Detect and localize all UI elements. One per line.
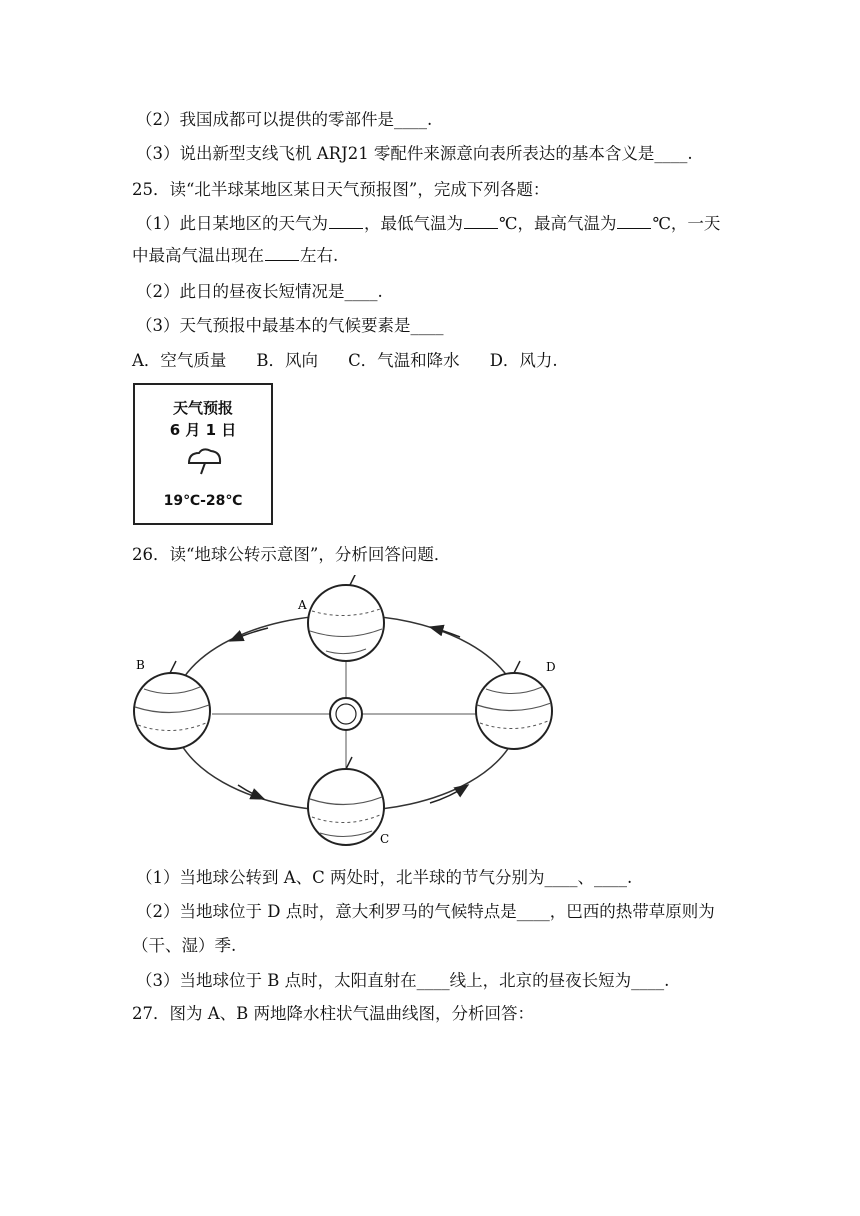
earth-position-d [476, 661, 552, 749]
earth-position-c [308, 757, 384, 845]
q25-options [132, 350, 588, 372]
q26-stem: 26．读“地球公转示意图”，分析回答问题． [132, 545, 451, 564]
q25-sub1-text-e: 中最高气温出现在 [132, 246, 264, 265]
earth-position-b [134, 661, 210, 749]
q25-sub2: （2）此日的昼夜长短情况是____. [136, 282, 383, 301]
answer-blank [617, 214, 651, 229]
q25-sub1-text-f: 左右. [300, 246, 339, 265]
forecast-date: 6 月 1 日 [169, 421, 237, 439]
answer-blank [464, 214, 498, 229]
q25-sub1-text-a: （1）此日某地区的天气为 [136, 214, 328, 233]
option-a: A．空气质量 [132, 351, 227, 370]
q25-sub1-text-d: ℃，一天 [652, 214, 721, 233]
label-a: A [298, 598, 307, 612]
q25-stem: 25．读“北半球某地区某日天气预报图”，完成下列各题： [132, 180, 550, 199]
earth-revolution-diagram [130, 575, 570, 850]
q26-sub2-line2: （干、湿）季. [132, 936, 237, 955]
q26-sub2-line1: （2）当地球位于 D 点时，意大利罗马的气候特点是____，巴西的热带草原则为 [136, 902, 715, 921]
label-c: C [380, 832, 390, 846]
forecast-temperature-range: 19℃-28℃ [163, 493, 243, 509]
label-b: B [136, 658, 145, 672]
q25-sub1-text-b: ，最低气温为 [364, 214, 463, 233]
direction-arrow [430, 627, 460, 637]
option-b: B．风向 [256, 351, 319, 370]
q24-sub3: （3）说出新型支线飞机 ARJ21 零配件来源意向表所表达的基本含义是____. [136, 144, 693, 163]
earth-position-a [308, 575, 384, 661]
direction-arrow [230, 628, 268, 641]
q26-sub1: （1）当地球公转到 A、C 两处时，北半球的节气分别为____、____. [136, 868, 633, 887]
forecast-title: 天气预报 [172, 399, 233, 417]
q27-stem: 27．图为 A、B 两地降水柱状气温曲线图，分析回答： [132, 1004, 535, 1023]
q25-sub1-text-c: ℃，最高气温为 [499, 214, 617, 233]
q25-sub1-line2 [132, 245, 338, 267]
answer-blank [265, 246, 299, 261]
q25-sub3: （3）天气预报中最基本的气候要素是____ [136, 316, 444, 335]
q26-sub3: （3）当地球位于 B 点时，太阳直射在____线上，北京的昼夜长短为____. [136, 971, 670, 990]
rain-cloud-icon [185, 447, 225, 477]
answer-blank [329, 214, 363, 229]
option-c: C．气温和降水 [348, 351, 460, 370]
weather-forecast-card [133, 383, 273, 525]
label-d: D [546, 660, 556, 674]
q25-sub1-line1 [136, 213, 720, 235]
direction-arrow [430, 785, 468, 803]
option-d: D．风力. [489, 351, 558, 370]
q24-sub2: （2）我国成都可以提供的零部件是____. [136, 110, 433, 129]
